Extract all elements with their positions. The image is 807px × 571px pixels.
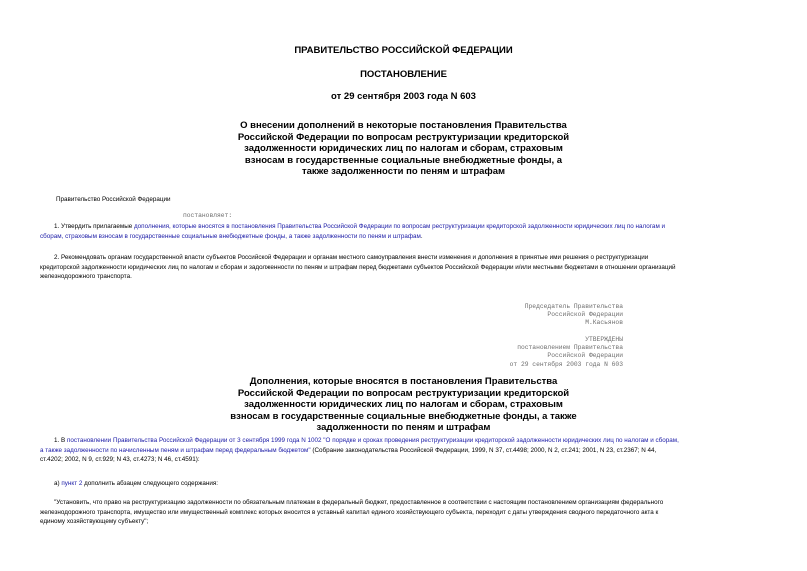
additions-title-line: Дополнения, которые вносятся в постановления Правительства xyxy=(249,376,558,387)
additions-item-1 xyxy=(40,436,770,465)
paragraph-1 xyxy=(40,222,768,241)
item-1-citation: (Собрание законодательства Российской Федерации, 1999, N 37, ст.4498; 2000, N 2, ст.241; 2001, N 23, ст.2367; N 44, xyxy=(310,446,657,454)
resolution-1002-link[interactable]: постановлении Правительства Российской Федерации от 3 сентября 1999 года N 1002 "О порядке и сроках проведения реструктуризации кредиторской задолженности юридических лиц по налогам и сборам, xyxy=(66,437,679,444)
point-2-link[interactable]: пункт 2 xyxy=(61,480,83,487)
document-type-heading: ПОСТАНОВЛЕНИЕ xyxy=(360,69,447,80)
quoted-addition xyxy=(40,498,770,527)
additions-title-line: взносам в государственные социальные внебюджетные фонды, а также xyxy=(230,410,577,422)
sub-item-a-prefix: а) xyxy=(54,480,62,487)
document-date-number: от 29 сентября 2003 года N 603 xyxy=(331,91,476,102)
approved-country: Российской Федерации xyxy=(547,352,623,360)
approved-date: от 29 сентября 2003 года N 603 xyxy=(509,360,623,368)
approved-additions-link[interactable]: дополнения, которые вносятся в постановления Правительства Российской Федерации по вопросам реструктуризации кредиторской задолженности юридических лиц по налогам и xyxy=(134,223,666,230)
signature-country: Российской Федерации xyxy=(547,311,623,319)
document-title xyxy=(0,120,807,178)
sub-item-a xyxy=(54,479,218,489)
approved-label: УТВЕРЖДЕНЫ xyxy=(585,336,623,343)
quoted-addition-line: единому хозяйствующему субъекту"; xyxy=(40,518,149,526)
approved-block xyxy=(510,336,623,369)
document-title-line: задолженности юридических лиц по налогам и сборам, страховым xyxy=(244,143,563,154)
signature-block xyxy=(525,303,623,328)
paragraph-1-suffix: . xyxy=(420,232,423,240)
paragraph-2 xyxy=(40,253,768,282)
approved-by: постановлением Правительства xyxy=(517,344,623,352)
signature-name: М.Касьянов xyxy=(585,319,623,327)
additions-title-line: задолженности юридических лиц по налогам и сборам, страховым xyxy=(244,399,563,410)
additions-title xyxy=(0,376,807,434)
resolves-text: постановляет: xyxy=(183,212,233,219)
approved-additions-link-cont[interactable]: сборам, страховым взносам в государственные социальные внебюджетные фонды, а также задолженности по пеням и штрафам xyxy=(40,232,421,240)
paragraph-2-line: кредиторской задолженности юридических лиц по налогам и сборам и задолженности по пеням и штрафам перед бюджетами субъектов Российской Федерации и/или местными бюджетами в отношении организаций xyxy=(40,263,676,271)
signature-position: Председатель Правительства xyxy=(524,303,623,310)
sub-item-a-suffix: дополнить абзацем следующего содержания: xyxy=(82,480,219,487)
additions-title-line: задолженности по пеням и штрафам xyxy=(316,422,491,433)
document-title-line: Российской Федерации по вопросам реструктуризации кредиторской xyxy=(237,131,570,143)
document-title-line: О внесении дополнений в некоторые постановления Правительства xyxy=(240,120,567,131)
additions-title-line: Российской Федерации по вопросам реструктуризации кредиторской xyxy=(237,387,570,399)
quoted-addition-line: железнодорожного транспорта, имущество или имущественный комплекс которых вносится в уставный капитал единого хозяйствующего субъекта, переходит с даты утверждения сводного передаточного акта к xyxy=(40,508,659,516)
document-title-line: взносам в государственные социальные внебюджетные фонды, а xyxy=(244,154,563,166)
paragraph-1-prefix: 1. Утвердить прилагаемые xyxy=(54,223,134,230)
item-1-prefix: 1. В xyxy=(54,437,67,444)
paragraph-2-line: 2. Рекомендовать органам государственной власти субъектов Российской Федерации и органам местного самоуправления внести изменения и дополнения в принятые ими решения о реструктуризации xyxy=(54,254,649,261)
resolution-1002-link-cont[interactable]: а также задолженности по начисленным пеням и штрафам перед федеральным бюджетом" xyxy=(40,446,311,454)
government-heading: ПРАВИТЕЛЬСТВО РОССИЙСКОЙ ФЕДЕРАЦИИ xyxy=(294,45,513,56)
issuer-text: Правительство Российской Федерации xyxy=(56,196,171,203)
paragraph-2-line: железнодорожного транспорта. xyxy=(40,273,132,281)
document-title-line: также задолженности по пеням и штрафам xyxy=(301,166,506,177)
item-1-citation-cont: ст.4202; 2002, N 9, ст.929; N 43, ст.4273; N 46, ст.4591): xyxy=(40,456,200,464)
quoted-addition-line: "Установить, что право на реструктуризацию задолженности по обязательным платежам в федеральный бюджет, предоставленное в соответствии с настоящим постановлением организациям федерального xyxy=(54,499,664,506)
